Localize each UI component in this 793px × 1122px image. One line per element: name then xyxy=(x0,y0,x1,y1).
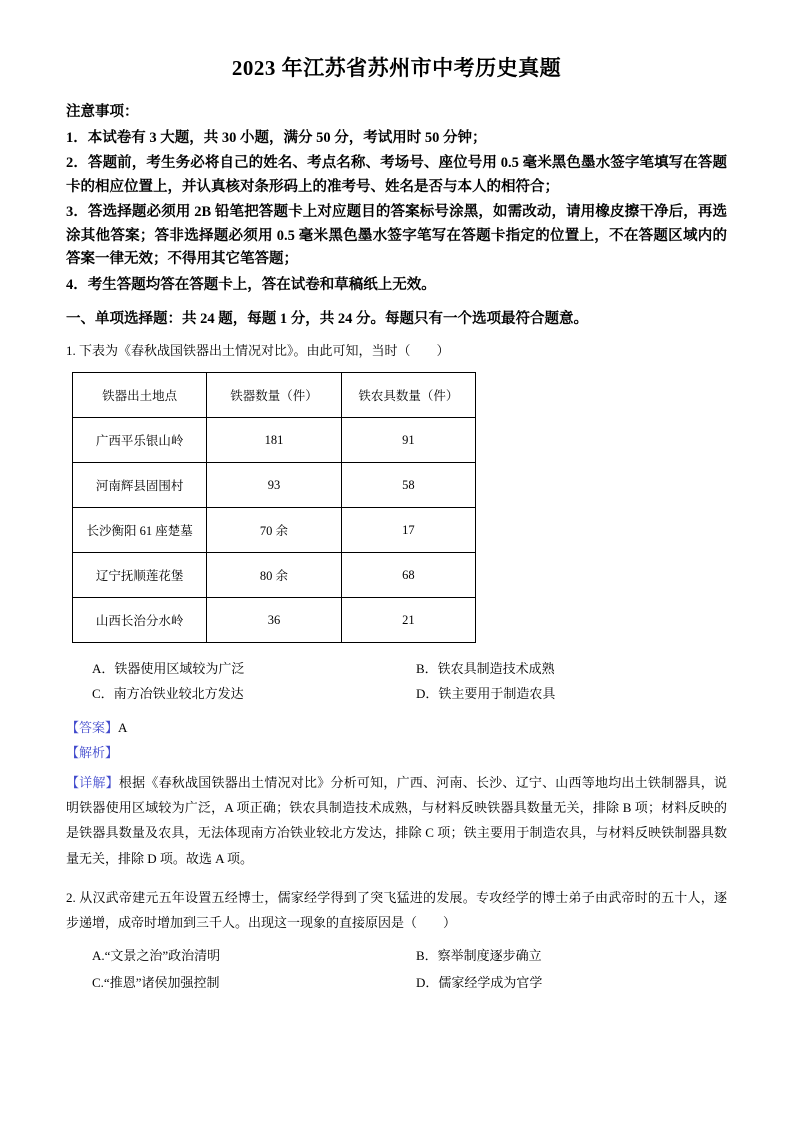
detail-tag: 【详解】 xyxy=(66,774,119,790)
option-d[interactable]: D．铁主要用于制造农具 xyxy=(416,686,556,702)
table-header-cell: 铁器数量（件） xyxy=(207,373,341,418)
question-1-stem: 1. 下表为《春秋战国铁器出土情况对比》。由此可知，当时（ ） xyxy=(66,343,450,359)
answer-value: A xyxy=(118,719,128,735)
answer-tag: 【答案】 xyxy=(66,719,119,735)
question-2-options xyxy=(70,942,727,997)
option-d[interactable]: D．儒家经学成为官学 xyxy=(416,974,543,990)
table-cell: 181 xyxy=(207,418,341,463)
section-heading: 一、单项选择题：共 24 题，每题 1 分，共 24 分。每题只有一个选项最符合题意。 xyxy=(66,311,588,328)
table-row xyxy=(73,463,476,508)
option-row xyxy=(70,657,727,682)
table-row xyxy=(73,598,476,643)
table-header-cell: 铁器出土地点 xyxy=(73,373,207,418)
option-b[interactable]: B．铁农具制造技术成熟 xyxy=(416,661,555,677)
notice-item: 3．答选择题必须用 2B 铅笔把答题卡上对应题目的答案标号涂黑，如需改动，请用橡皮擦干净后，再选涂其他答案；答非选择题必须用 0.5 毫米黑色墨水签字笔写在答题卡指定的位置上，不在答题区域内的答案一律无效；不得用其它笔答题； xyxy=(66,204,727,268)
table-row xyxy=(73,508,476,553)
table-row xyxy=(73,418,476,463)
table-cell: 80 余 xyxy=(207,553,341,598)
table-cell: 93 xyxy=(207,463,341,508)
analysis-tag: 【解析】 xyxy=(66,745,119,761)
notice-section xyxy=(66,100,727,297)
detail-text: 根据《春秋战国铁器出土情况对比》分析可知，广西、河南、长沙、辽宁、山西等地均出土铁制器具，说明铁器使用区域较为广泛，A 项正确；铁农具制造技术成熟，与材料反映铁器具数量无关，排除 B 项；材料反映的是铁器具数量及农具，无法体现南方冶铁业较北方发达，排除 C 项；铁主要用于制造农具，与材料反映铁制器具数量无关，排除 D 项。故选 A 项。 xyxy=(66,774,727,866)
notice-item: 1．本试卷有 3 大题，共 30 小题，满分 50 分，考试用时 50 分钟； xyxy=(66,130,487,146)
table-cell: 辽宁抚顺莲花堡 xyxy=(73,553,207,598)
question-1 xyxy=(66,340,727,871)
table-cell: 21 xyxy=(341,598,475,643)
page-title: 2023 年江苏省苏州市中考历史真题 xyxy=(231,56,562,80)
notice-heading: 注意事项： xyxy=(66,104,139,120)
option-c[interactable]: C．南方冶铁业较北方发达 xyxy=(92,686,244,702)
option-row xyxy=(70,942,727,969)
table-cell: 91 xyxy=(341,418,475,463)
table-cell: 68 xyxy=(341,553,475,598)
option-a[interactable]: A.“文景之治”政治清明 xyxy=(92,947,221,963)
option-row xyxy=(70,969,727,996)
table-cell: 山西长治分水岭 xyxy=(73,598,207,643)
question-2-stem: 2. 从汉武帝建元五年设置五经博士，儒家经学得到了突飞猛进的发展。专攻经学的博士弟子由武帝时的五十人，逐步递增，成帝时增加到三千人。出现这一现象的直接原因是（ ） xyxy=(66,889,727,931)
table-cell: 36 xyxy=(207,598,341,643)
table-cell: 70 余 xyxy=(207,508,341,553)
option-row xyxy=(70,682,727,707)
iron-artifacts-table xyxy=(72,372,476,643)
table-cell: 58 xyxy=(341,463,475,508)
option-b[interactable]: B．察举制度逐步确立 xyxy=(416,947,542,963)
table-header-row xyxy=(73,373,476,418)
notice-item: 2．答题前，考生务必将自己的姓名、考点名称、考场号、座位号用 0.5 毫米黑色墨水签字笔填写在答题卡的相应位置上，并认真核对条形码上的准考号、姓名是否与本人的相符合； xyxy=(66,155,727,195)
table-header-cell: 铁农具数量（件） xyxy=(341,373,475,418)
option-c[interactable]: C.“推恩”诸侯加强控制 xyxy=(92,974,220,990)
table-cell: 河南辉县固围村 xyxy=(73,463,207,508)
answer-line xyxy=(66,715,727,740)
table-cell: 17 xyxy=(341,508,475,553)
table-cell: 长沙衡阳 61 座楚墓 xyxy=(73,508,207,553)
question-2 xyxy=(66,885,727,996)
question-1-options xyxy=(70,657,727,706)
analysis-line xyxy=(66,740,727,765)
table-cell: 广西平乐银山岭 xyxy=(73,418,207,463)
notice-item: 4．考生答题均答在答题卡上，答在试卷和草稿纸上无效。 xyxy=(66,276,436,293)
detail-paragraph xyxy=(66,770,727,871)
table-row xyxy=(73,553,476,598)
option-a[interactable]: A．铁器使用区域较为广泛 xyxy=(92,661,245,677)
